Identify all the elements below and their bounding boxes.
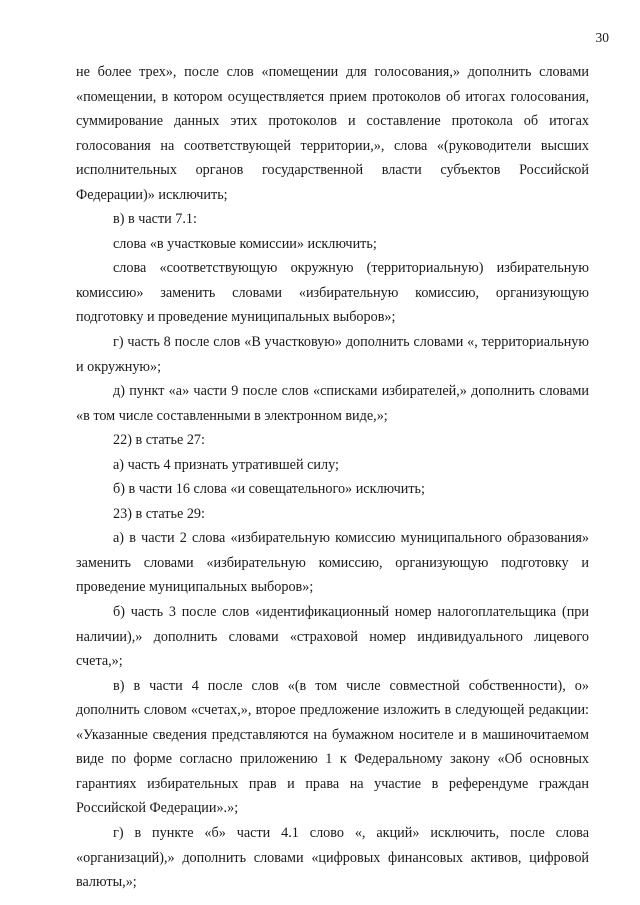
paragraph-1: не более трех», после слов «помещении для голосования,» дополнить словами «помещении, в котором осуществляется прием протоколов об итогах голосования, суммирование данных этих протоколов и составление протокола об итогах голосования на соответствующей территории,», слова «(руководители высших исполнительных органов государственной власти субъектов Российской Федерации)» исключить; bbox=[76, 64, 589, 203]
paragraph-12: б) часть 3 после слов «идентификационный номер налогоплательщика (при наличии),» дополнить словами «страховой номер индивидуального лицевого счета,»; bbox=[76, 604, 589, 670]
paragraph-3: слова «в участковые комиссии» исключить; bbox=[113, 235, 377, 252]
paragraph-7: 22) в статье 27: bbox=[113, 432, 205, 449]
paragraph-2: в) в части 7.1: bbox=[113, 211, 197, 228]
paragraph-10: 23) в статье 29: bbox=[113, 505, 205, 522]
paragraph-4: слова «соответствующую окружную (территориальную) избирательную комиссию» заменить словами «избирательную комиссию, организующую подготовку и проведение муниципальных выборов»; bbox=[76, 260, 589, 326]
paragraph-5: г) часть 8 после слов «В участковую» дополнить словами «, территориальную и окружную»; bbox=[76, 334, 589, 375]
paragraph-11: а) в части 2 слова «избирательную комиссию муниципального образования» заменить словами «избирательную комиссию, организующую подготовку и проведение муниципальных выборов»; bbox=[76, 530, 589, 596]
paragraph-14: г) в пункте «б» части 4.1 слово «, акций» исключить, после слова «организаций),» дополнить словами «цифровых финансовых активов, цифровой валюты,»; bbox=[76, 824, 589, 891]
paragraph-9: б) в части 16 слова «и совещательного» исключить; bbox=[113, 481, 425, 498]
page-number: 30 bbox=[595, 30, 609, 45]
paragraph-8: а) часть 4 признать утратившей силу; bbox=[113, 456, 339, 473]
paragraph-13: в) в части 4 после слов «(в том числе совместной собственности), о» дополнить словом «счетах,», второе предложение изложить в следующей редакции: «Указанные сведения представляются на бумажном носителе и в машиночитаемом виде по форме согласно приложению 1 к Федеральному закону «Об основных гарантиях избирательных прав и права на участие в референдуме граждан Российской Федерации».»; bbox=[76, 677, 589, 817]
document-body bbox=[76, 60, 589, 895]
paragraph-6: д) пункт «а» части 9 после слов «списками избирателей,» дополнить словами «в том числе составленными в электронном виде,»; bbox=[76, 383, 589, 424]
